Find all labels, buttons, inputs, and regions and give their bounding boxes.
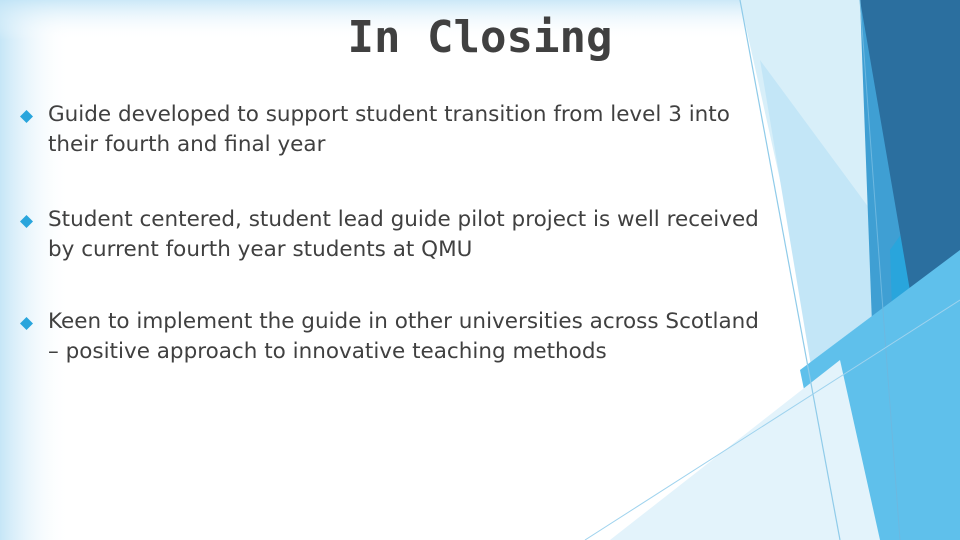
diamond-icon: [20, 110, 33, 123]
bullet-text: Student centered, student lead guide pilot project is well received by current fourth year students at QMU: [48, 207, 759, 262]
diamond-icon: [20, 317, 33, 330]
bullet-text: Keen to implement the guide in other universities across Scotland – positive approach to innovative teaching methods: [48, 309, 759, 364]
bullet-text: Guide developed to support student transition from level 3 into their fourth and final year: [48, 102, 730, 157]
bullet-item: [18, 307, 768, 367]
bullet-item: [18, 205, 768, 265]
slide-title: In Closing: [347, 12, 613, 63]
diamond-icon: [20, 215, 33, 228]
bullet-item: [18, 100, 768, 160]
